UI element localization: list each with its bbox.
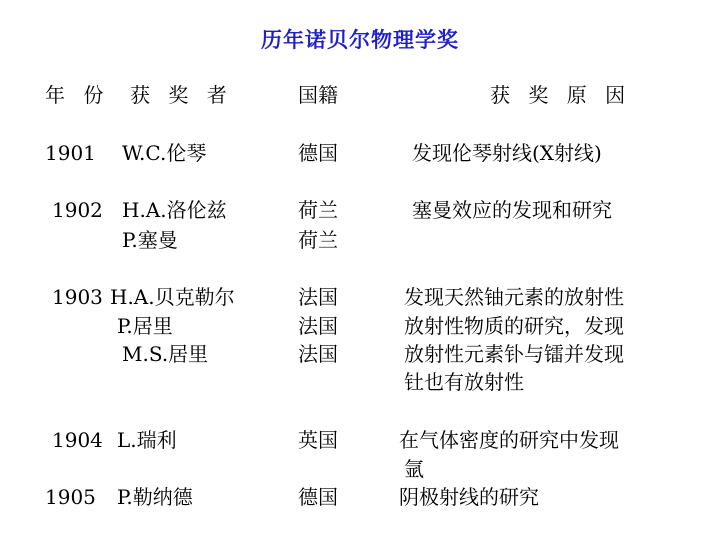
reason-1902: 塞曼效应的发现和研究 — [412, 198, 612, 222]
nationality-1902-a: 荷兰 — [298, 198, 338, 222]
reason-1905: 阴极射线的研究 — [399, 485, 539, 509]
nationality-1903-a: 法国 — [298, 285, 338, 309]
nationality-1903-c: 法国 — [298, 342, 338, 366]
year-1903: 1903 — [52, 285, 103, 309]
nationality-1905: 德国 — [298, 485, 338, 509]
winner-1903-c: M.S.居里 — [122, 342, 209, 366]
winner-1905: P.勒纳德 — [117, 485, 193, 509]
header-year: 年 份 — [45, 83, 110, 107]
page-title: 历年诺贝尔物理学奖 — [261, 27, 459, 52]
year-1902: 1902 — [52, 198, 103, 222]
year-1904: 1904 — [52, 428, 103, 452]
reason-1903-line4: 钍也有放射性 — [404, 370, 524, 394]
nationality-1903-b: 法国 — [298, 314, 338, 338]
winner-1903-b: P.居里 — [117, 314, 173, 338]
nationality-1904: 英国 — [298, 428, 338, 452]
reason-1904-line2: 氩 — [404, 457, 424, 481]
year-1901: 1901 — [45, 141, 96, 165]
header-nationality: 国籍 — [298, 83, 338, 107]
year-1905: 1905 — [45, 485, 96, 509]
header-reason: 获 奖 原 因 — [490, 83, 632, 107]
winner-1902-b: P.塞曼 — [122, 228, 178, 252]
reason-1901: 发现伦琴射线(X射线) — [412, 141, 602, 165]
header-winner: 获 奖 者 — [130, 83, 233, 107]
winner-1901: W.C.伦琴 — [122, 141, 207, 165]
winner-1902-a: H.A.洛伦兹 — [122, 198, 227, 222]
winner-1903-a: H.A.贝克勒尔 — [110, 285, 235, 309]
reason-1903-line1: 发现天然铀元素的放射性 — [404, 285, 624, 309]
winner-1904: L.瑞利 — [117, 428, 177, 452]
reason-1904-line1: 在气体密度的研究中发现 — [399, 428, 619, 452]
reason-1903-line3: 放射性元素钋与镭并发现 — [404, 342, 624, 366]
reason-1903-line2: 放射性物质的研究，发现 — [404, 314, 624, 338]
nationality-1901: 德国 — [298, 141, 338, 165]
nationality-1902-b: 荷兰 — [298, 228, 338, 252]
